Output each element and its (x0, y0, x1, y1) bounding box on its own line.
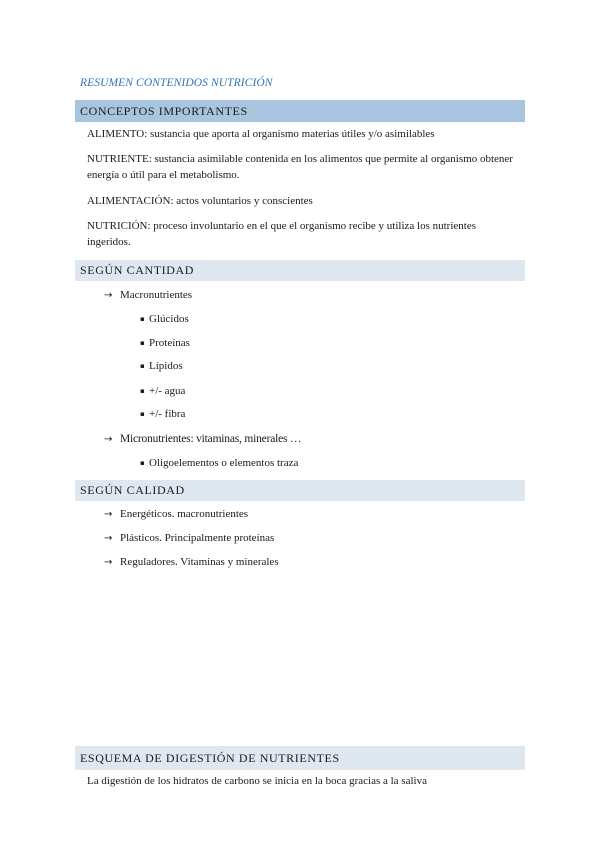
bullet-icon: ▪ (140, 410, 145, 418)
document-title: RESUMEN CONTENIDOS NUTRICIÓN (80, 77, 273, 89)
bullet-icon: ▪ (140, 459, 145, 467)
list-item-micronutrientes (104, 431, 301, 448)
arrow-right-icon: → (104, 434, 113, 445)
bullet-icon: ▪ (140, 315, 145, 323)
list-item-label: Glúcidos (149, 313, 189, 325)
micronutrientes-label: Micronutrientes: vitaminas, minerales … (120, 433, 302, 445)
bullet-icon: ▪ (140, 339, 145, 347)
list-item (140, 311, 189, 327)
list-item-macronutrientes (104, 287, 192, 304)
list-item-label: Oligoelementos o elementos traza (149, 457, 299, 469)
arrow-right-icon: → (104, 509, 113, 520)
list-item (140, 406, 185, 422)
arrow-right-icon: → (104, 290, 113, 301)
list-item-label: +/- agua (149, 385, 186, 397)
list-item-reguladores (104, 554, 279, 571)
list-item-plasticos (104, 530, 274, 547)
list-item-label: Lípidos (149, 360, 183, 372)
list-item (140, 335, 190, 351)
section-header-calidad: SEGÚN CALIDAD (75, 480, 525, 501)
concept-alimentacion: ALIMENTACIÓN: actos voluntarios y conscientes (87, 195, 313, 207)
list-item (140, 455, 298, 471)
concept-alimento: ALIMENTO: sustancia que aporta al organismo materias útiles y/o asimilables (87, 128, 435, 140)
list-item-label: Plásticos. Principalmente proteínas (120, 532, 275, 544)
list-item-label: Proteínas (149, 337, 190, 349)
list-item-energeticos (104, 506, 248, 523)
arrow-right-icon: → (104, 557, 113, 568)
list-item-label: +/- fibra (149, 408, 186, 420)
section-header-conceptos: CONCEPTOS IMPORTANTES (75, 100, 525, 122)
section-header-digestion: ESQUEMA DE DIGESTIÓN DE NUTRIENTES (75, 746, 525, 770)
digestion-text: La digestión de los hidratos de carbono se inicia en la boca gracias a la saliva (87, 775, 427, 787)
arrow-right-icon: → (104, 533, 113, 544)
macronutrientes-label: Macronutrientes (120, 289, 193, 301)
list-item-label: Reguladores. Vitaminas y minerales (120, 556, 279, 568)
bullet-icon: ▪ (140, 387, 145, 395)
section-header-cantidad: SEGÚN CANTIDAD (75, 260, 525, 281)
list-item-label: Energéticos. macronutrientes (120, 508, 249, 520)
list-item (140, 383, 185, 399)
concept-nutricion: NUTRICIÓN: proceso involuntario en el que el organismo recibe y utiliza los nutrientes ingeridos. (87, 220, 476, 248)
bullet-icon: ▪ (140, 362, 145, 370)
concept-nutriente: NUTRIENTE: sustancia asimilable contenida en los alimentos que permite al organismo obtener energía o útil para el metabolismo. (87, 153, 513, 181)
list-item (140, 358, 183, 374)
